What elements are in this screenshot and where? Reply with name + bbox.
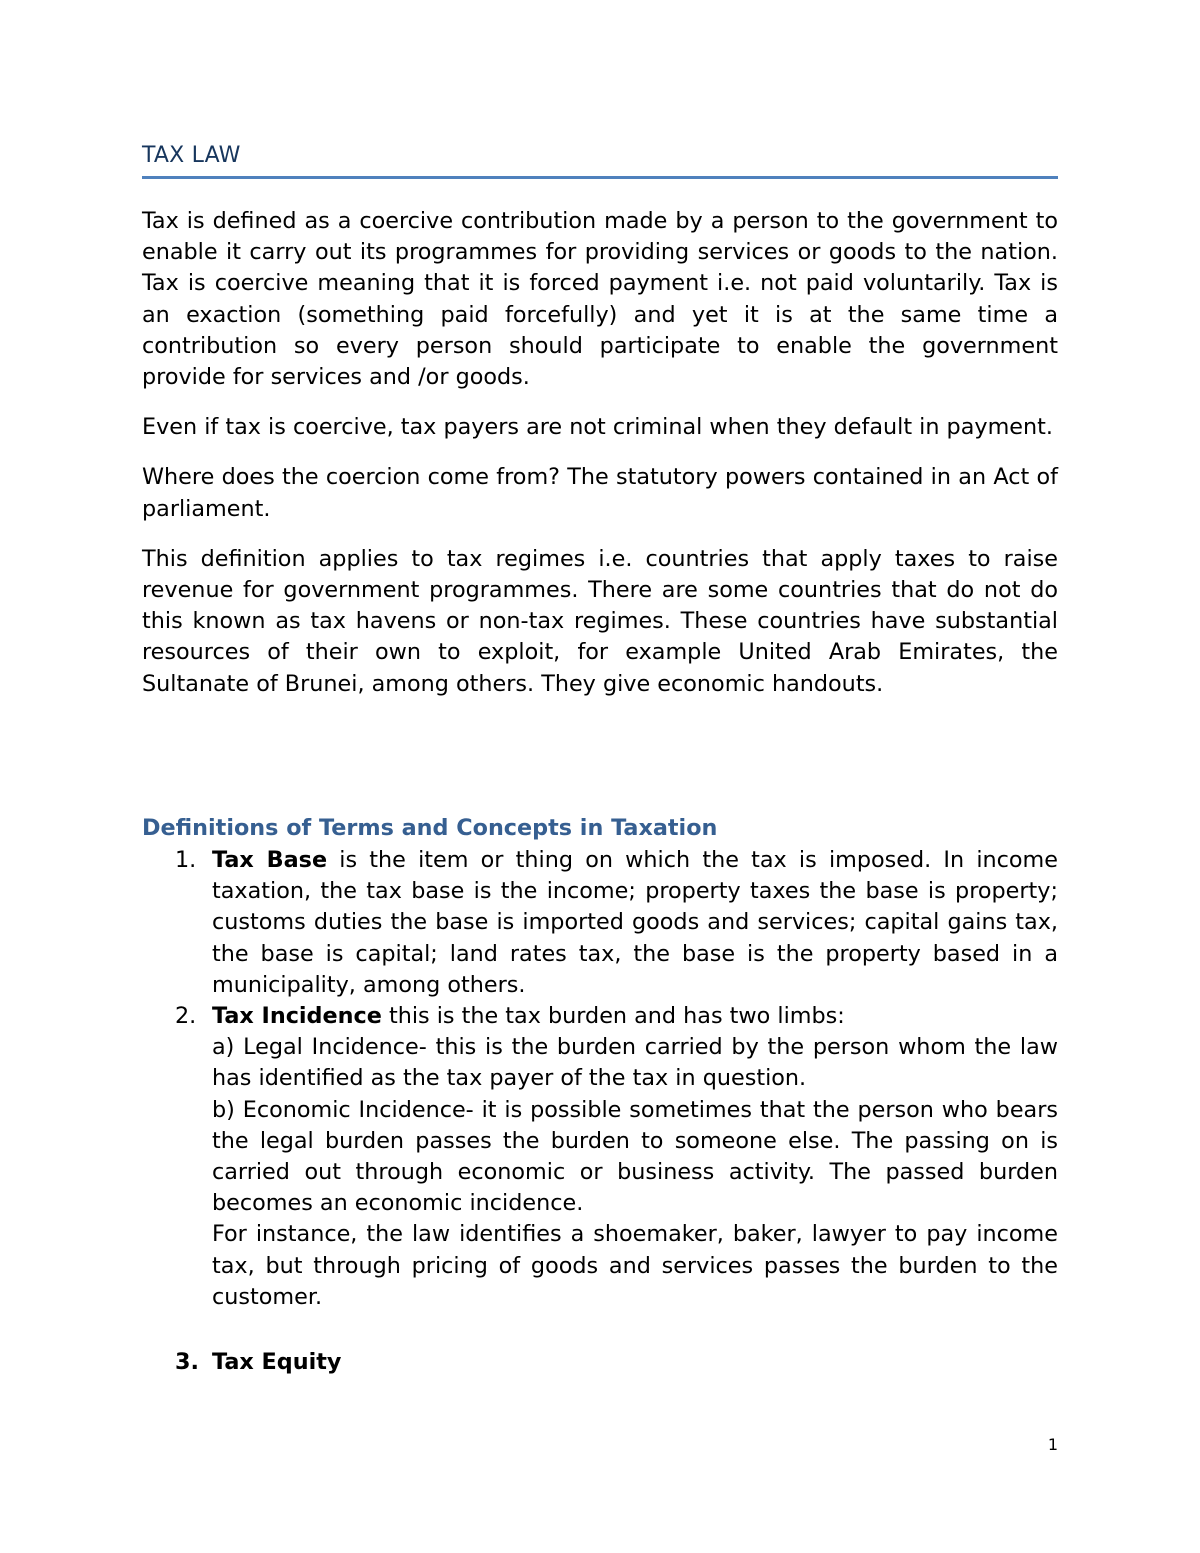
definition-text: is the item or thing on which the tax is imposed. In income taxation, the tax base is the income; property taxes the base is property; customs duties the base is imported goods and services; capital gains tax, the base is capital; land rates tax, the base is the property based in a municipality, among others.	[212, 847, 1058, 998]
paragraph-tax-definition: Tax is defined as a coercive contribution made by a person to the government to enable it carry out its programmes for providing services or goods to the nation. Tax is coercive meaning that it is forced payment i.e. not paid voluntarily. Tax is an exaction (something paid forcefully) and yet it is at the same time a contribution so every person should participate to enable the government provide for services and /or goods.	[142, 208, 1058, 391]
definition-text: this is the tax burden and has two limbs:	[381, 1003, 845, 1030]
list-number: 2.	[175, 1003, 197, 1030]
intro-body	[142, 206, 1058, 719]
definition-term: Tax Equity	[212, 1349, 342, 1375]
definitions-list	[142, 845, 1058, 1313]
sub-item-legal-incidence: a) Legal Incidence- this is the burden carried by the person whom the law has identified as the tax payer of the tax in question.	[212, 1034, 1058, 1092]
definition-item-tax-incidence	[142, 1001, 1058, 1313]
definition-term: Tax Base	[212, 847, 328, 873]
list-number: 1.	[175, 847, 197, 873]
section-heading-definitions: Definitions of Terms and Concepts in Taxation	[142, 815, 718, 841]
paragraph-tax-regimes: This definition applies to tax regimes i.e. countries that apply taxes to raise revenue for government programmes. There are some countries that do not do this known as tax havens or non-tax regimes. These countries have substantial resources of their own to exploit, for example United Arab Emirates, the Sultanate of Brunei, among others. They give economic handouts.	[142, 545, 1058, 697]
definition-item-tax-base	[142, 845, 1058, 1001]
paragraph-coercion-default: Even if tax is coercive, tax payers are not criminal when they default in payment.	[142, 414, 1053, 441]
page-number: 1	[1047, 1435, 1058, 1454]
definition-term: Tax Incidence	[212, 1003, 382, 1030]
list-number: 3.	[175, 1349, 199, 1375]
paragraph-coercion-source: Where does the coercion come from? The statutory powers contained in an Act of parliament.	[142, 464, 1058, 522]
sub-item-economic-incidence: b) Economic Incidence- it is possible sometimes that the person who bears the legal burden passes the burden to someone else. The passing on is carried out through economic or business activity. The passed burden becomes an economic incidence.	[212, 1096, 1058, 1217]
sub-item-example: For instance, the law identifies a shoemaker, baker, lawyer to pay income tax, but through pricing of goods and services passes the burden to the customer.	[212, 1221, 1058, 1310]
title-underline-rule	[142, 176, 1058, 179]
document-title: TAX LAW	[142, 143, 241, 168]
